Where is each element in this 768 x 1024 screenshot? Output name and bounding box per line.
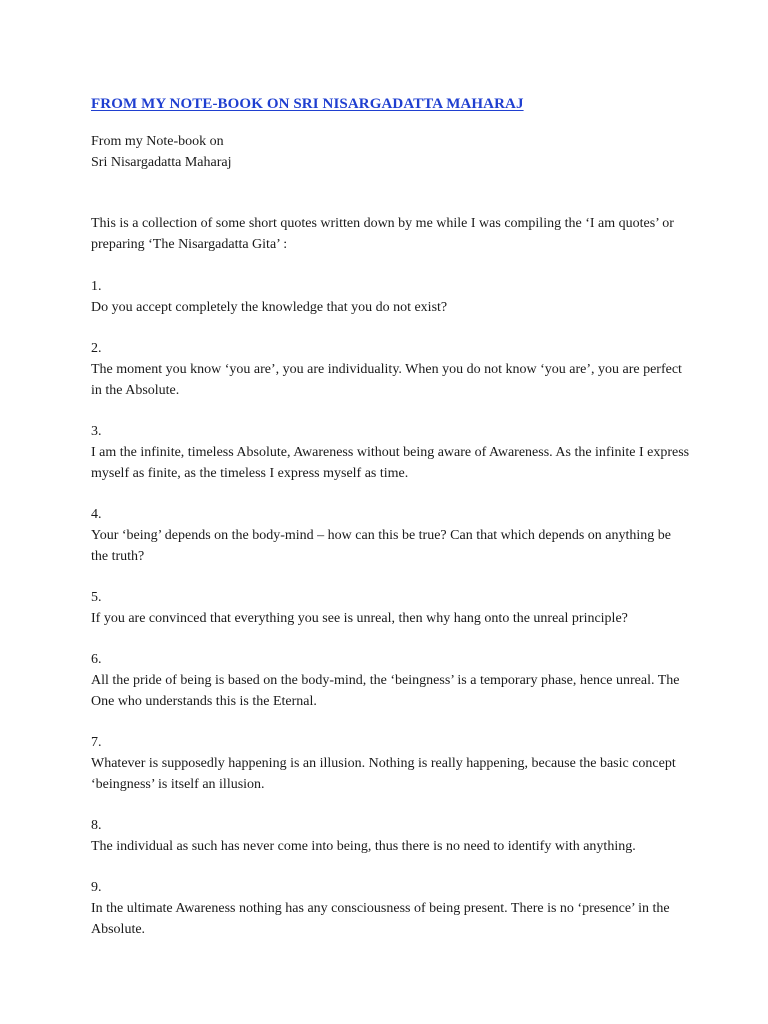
quote-list [91, 276, 691, 940]
quote-number: 9. [91, 880, 102, 895]
subtitle-line-1: From my Note-book on [91, 134, 224, 149]
quote-text: If you are convinced that everything you see is unreal, then why hang onto the unreal principle? [91, 611, 628, 626]
subtitle-line-2: Sri Nisargadatta Maharaj [91, 155, 232, 170]
quote-number: 6. [91, 652, 102, 667]
quote-item [91, 877, 691, 940]
subtitle-block [91, 131, 691, 173]
quote-number: 3. [91, 424, 102, 439]
quote-number: 2. [91, 341, 102, 356]
quote-number: 4. [91, 507, 102, 522]
quote-text: The individual as such has never come into being, thus there is no need to identify with anything. [91, 839, 636, 854]
quote-item [91, 421, 691, 484]
quote-number: 5. [91, 590, 102, 605]
quote-item [91, 504, 691, 567]
quote-text: Whatever is supposedly happening is an illusion. Nothing is really happening, because the basic concept ‘beingness’ is itself an illusion. [91, 756, 676, 792]
quote-number: 7. [91, 735, 102, 750]
quote-text: I am the infinite, timeless Absolute, Awareness without being aware of Awareness. As the infinite I express myself as finite, as the timeless I express myself as time. [91, 445, 690, 481]
quote-text: The moment you know ‘you are’, you are individuality. When you do not know ‘you are’, you are perfect in the Absolute. [91, 362, 682, 398]
quote-text: Your ‘being’ depends on the body-mind – how can this be true? Can that which depends on anything be the truth? [91, 528, 671, 564]
quote-text: All the pride of being is based on the body-mind, the ‘beingness’ is a temporary phase, hence unreal. The One who understands this is the Eternal. [91, 673, 680, 709]
quote-item [91, 587, 691, 629]
quote-item [91, 732, 691, 795]
document-title-link[interactable]: FROM MY NOTE-BOOK ON SRI NISARGADATTA MAHARAJ [91, 96, 524, 112]
document-page [91, 92, 691, 960]
quote-item [91, 815, 691, 857]
quote-item [91, 649, 691, 712]
quote-item [91, 276, 691, 318]
quote-number: 1. [91, 279, 102, 294]
intro-paragraph: This is a collection of some short quotes written down by me while I was compiling the ‘I am quotes’ or preparing ‘The Nisargadatta Gita’ : [91, 216, 674, 252]
quote-text: Do you accept completely the knowledge that you do not exist? [91, 300, 448, 315]
quote-item [91, 338, 691, 401]
quote-number: 8. [91, 818, 102, 833]
quote-text: In the ultimate Awareness nothing has any consciousness of being present. There is no ‘presence’ in the Absolute. [91, 901, 670, 937]
